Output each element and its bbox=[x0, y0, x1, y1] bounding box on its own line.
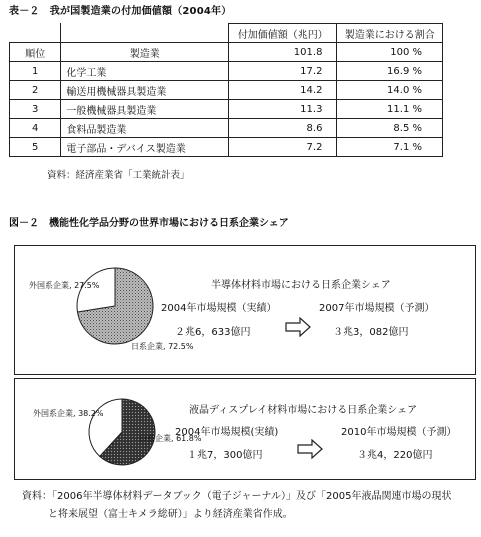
table-row bbox=[10, 81, 443, 100]
table-cell-industry: 化学工業 bbox=[61, 62, 229, 81]
table-source: 資料：経済産業省「工業統計表」 bbox=[47, 170, 190, 181]
right-value: ３兆4，220億円 bbox=[357, 450, 433, 461]
table-cell-industry: 一般機械器具製造業 bbox=[61, 100, 229, 119]
figure-footnote bbox=[22, 488, 452, 524]
table-cell-rank: 3 bbox=[10, 100, 61, 119]
left-value: １兆7，300億円 bbox=[187, 450, 263, 461]
arrow-icon bbox=[285, 317, 311, 337]
table-cell-share: 7.1 % bbox=[337, 138, 443, 157]
left-value: ２兆6，633億円 bbox=[175, 327, 251, 338]
right-header: 2007年市場規模（予測） bbox=[319, 303, 435, 314]
panel-title: 液晶ディスプレイ材料市場における日系企業シェア bbox=[189, 405, 418, 416]
pie-label-foreign: 外国系企業, 38.2% bbox=[33, 409, 104, 418]
table-cell-industry: 製造業 bbox=[61, 43, 229, 62]
table-cell-rank: 1 bbox=[10, 62, 61, 81]
table-cell-share: 16.9 % bbox=[337, 62, 443, 81]
table-cell-rank: 5 bbox=[10, 138, 61, 157]
footnote-line: 資料：「2006年半導体材料データブック（電子ジャーナル）」及び「2005年液晶関連市場の現状 bbox=[22, 491, 452, 502]
right-header: 2010年市場規模（予測） bbox=[341, 427, 457, 438]
value-added-table bbox=[9, 23, 443, 157]
pie-label-japan: 日系企業, 61.8% bbox=[139, 434, 202, 443]
table-cell-rank: 2 bbox=[10, 81, 61, 100]
table-cell-share: 8.5 % bbox=[337, 119, 443, 138]
table-cell-rank: 4 bbox=[10, 119, 61, 138]
table-row bbox=[10, 119, 443, 138]
table-cell-value: 11.3 bbox=[229, 100, 337, 119]
pie-label-foreign: 外国系企業, 27.5% bbox=[29, 281, 100, 290]
semiconductor-share-panel bbox=[14, 245, 476, 375]
header-value: 付加価値額（兆円） bbox=[229, 24, 337, 43]
table-header-row bbox=[10, 24, 443, 43]
pie-label-japan: 日系企業, 72.5% bbox=[131, 342, 194, 351]
header-rank: 順位 bbox=[10, 43, 61, 62]
table-cell-share: 100 % bbox=[337, 43, 443, 62]
header-share: 製造業における割合 bbox=[337, 24, 443, 43]
table-row bbox=[10, 100, 443, 119]
table-row bbox=[10, 138, 443, 157]
semiconductor-pie-chart bbox=[75, 266, 155, 346]
left-header: 2004年市場規模（実績） bbox=[161, 303, 277, 314]
table-row bbox=[10, 62, 443, 81]
table-cell-share: 14.0 % bbox=[337, 81, 443, 100]
lcd-share-panel bbox=[14, 378, 476, 480]
table-cell-value: 17.2 bbox=[229, 62, 337, 81]
table-cell-value: 7.2 bbox=[229, 138, 337, 157]
table-cell-share: 11.1 % bbox=[337, 100, 443, 119]
footnote-line: と将来展望（富士キメラ総研）」より経済産業省作成。 bbox=[48, 509, 293, 520]
panel-title: 半導体材料市場における日系企業シェア bbox=[211, 280, 391, 291]
lcd-pie-chart bbox=[87, 397, 157, 467]
table-title: 表－２ 我が国製造業の付加価値額（2004年） bbox=[9, 6, 232, 17]
arrow-icon bbox=[297, 439, 323, 459]
left-header: 2004年市場規模(実績) bbox=[175, 427, 279, 438]
right-value: ３兆3，082億円 bbox=[333, 327, 409, 338]
table-row bbox=[10, 43, 443, 62]
figure-title: 図－２ 機能性化学品分野の世界市場における日系企業シェア bbox=[9, 218, 289, 229]
table-cell-value: 8.6 bbox=[229, 119, 337, 138]
table-cell-industry: 電子部品・デバイス製造業 bbox=[61, 138, 229, 157]
table-cell-industry: 食料品製造業 bbox=[61, 119, 229, 138]
table-cell-industry: 輸送用機械器具製造業 bbox=[61, 81, 229, 100]
table-cell-value: 101.8 bbox=[229, 43, 337, 62]
table-cell-value: 14.2 bbox=[229, 81, 337, 100]
